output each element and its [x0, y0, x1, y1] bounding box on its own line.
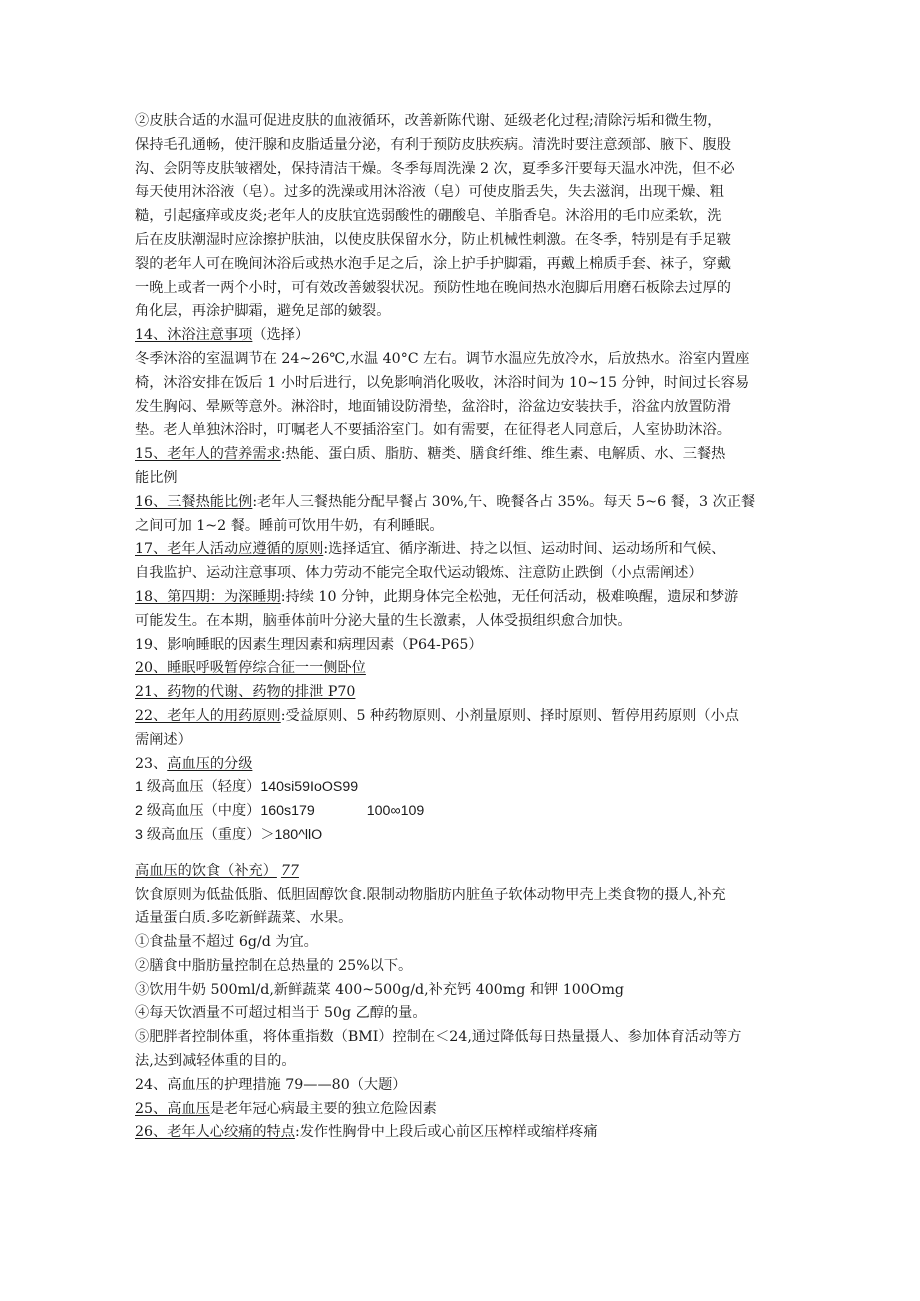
grade-line: 3 级高血压（重度）＞180^llO	[135, 826, 323, 843]
section-title: 高血压的饮食（补充）	[135, 862, 277, 879]
document-body	[135, 110, 787, 1145]
text-line: 冬季沐浴的室温调节在 24~26℃,水温 40°C 左右。调节水温应先放冷水，后放热水。浴室内置座	[135, 350, 750, 367]
text-line: 发生胸闷、晕厥等意外。淋浴时，地面铺设防滑垫，盆浴时，浴盆边安装扶手，浴盆内放置防滑	[135, 398, 731, 415]
item-title: 14、沐浴注意事项	[135, 327, 253, 344]
item-text: :持续 10 分钟，此期身体完全松弛，无任何活动，极难唤醒，遗尿和梦游	[280, 588, 739, 605]
text-line: 需阐述）	[135, 731, 192, 748]
text-line: 法,达到减轻体重的目的。	[135, 1053, 296, 1070]
item-20-sleep-apnea: 20、睡眠呼吸暂停综合征一一侧卧位	[135, 660, 366, 677]
text-line: 适量蛋白质.多吃新鲜蔬菜、水果。	[135, 910, 353, 927]
text-line: ②皮肤合适的水温可促进皮肤的血液循环，改善新陈代谢、延级老化过程;清除污垢和微生物，	[135, 113, 722, 129]
grade-line	[135, 800, 787, 824]
item-title: 25、高血压	[135, 1100, 210, 1117]
text-line: 垫。老人单独沐浴时，叮嘱老人不要插浴室门。如有需要，在征得老人同意后，人室协助沐浴。	[135, 422, 731, 439]
hypertension-diet-section	[135, 860, 787, 1074]
text-line: 可能发生。在本期，脑垂体前叶分泌大量的生长激素，人体受损组织愈合加快。	[135, 612, 632, 629]
text-line: ③饮用牛奶 500ml∕d,新鲜蔬菜 400~500g∕d,补充钙 400mg 和钾 100Omg	[135, 981, 624, 998]
text-line: 沟、会阴等皮肤皱褶处，保持清洁干燥。冬季每周洗澡 2 次，夏季多汗要每天温水冲洗，但不必	[135, 160, 735, 177]
item-15-nutrition-needs	[135, 443, 787, 491]
item-suffix: （选择）	[252, 327, 310, 344]
item-heading	[135, 324, 787, 348]
item-heading	[135, 753, 787, 777]
item-title: 15、老年人的营养需求	[135, 446, 281, 463]
item-23-hypertension-grades	[135, 753, 787, 848]
text-line: 椅，沐浴安排在饭后 1 小时后进行，以免影响消化吸收，沐浴时间为 10~15 分钟，时间过长容易	[135, 374, 750, 391]
item-title: 高血压的分级	[167, 755, 253, 772]
item-14-bathing-notes	[135, 324, 787, 443]
item-title: 17、老年人活动应遵循的原则	[135, 541, 324, 558]
item-title: 18、第四期：为深睡期	[135, 588, 281, 605]
item-22-medication-principles	[135, 705, 787, 753]
item-heading	[135, 705, 787, 729]
text-line: ①食盐量不超过 6g∕d 为宜。	[135, 934, 318, 951]
item-title: 26、老年人心绞痛的特点	[135, 1124, 295, 1141]
item-text: :受益原则、5 种药物原则、小剂量原则、择时原则、暂停用药原则（小点	[280, 707, 739, 724]
item-text: :发作性胸骨中上段后或心前区压榨样或缩样疼痛	[294, 1124, 598, 1141]
item-19-sleep-factors: 19、影响睡眠的因素生理因素和病理因素（P64-P65）	[135, 636, 483, 653]
item-21-drug-metabolism: 21、药物的代谢、药物的排泄 P70	[135, 684, 356, 701]
item-text: :老年人三餐热能分配早餐占 30%,午、晚餐各占 35%。每天 5~6 餐，3 次正餐	[252, 493, 756, 510]
page-reference: 77	[280, 862, 299, 879]
item-26-angina-features	[135, 1121, 787, 1145]
item-title: 22、老年人的用药原则	[135, 707, 281, 724]
text-line: ④每天饮酒量不可超过相当于 50g 乙醇的量。	[135, 1005, 427, 1022]
item-text: :选择适宜、循序渐进、持之以恒、运动时间、运动场所和气候、	[323, 541, 726, 558]
text-line: 能比例	[135, 469, 178, 486]
item-16-meal-energy-ratio	[135, 491, 787, 539]
section-heading	[135, 860, 787, 884]
text-line: 后在皮肤潮湿时应涂擦护肤油，以使皮肤保留水分，防止机械性刺激。在冬季，特别是有手足皲	[135, 231, 731, 248]
text-line: 每天使用沐浴液（皂）。过多的洗澡或用沐浴液（皂）可使皮脂丢失，失去滋润，出现干燥、粗	[135, 184, 724, 201]
item-24-hypertension-nursing: 24、高血压的护理措施 79——80（大题）	[135, 1076, 407, 1093]
text-line: 保持毛孔通畅，使汗腺和皮脂适量分泌，有利于预防皮肤疾病。清洗时要注意颈部、腋下、腹股	[135, 136, 731, 153]
text-line: ②膳食中脂肪量控制在总热量的 25%以下。	[135, 957, 413, 974]
item-25-hypertension-risk	[135, 1098, 787, 1122]
grade-line: 1 级高血压（轻度）140si59IoOS99	[135, 779, 359, 796]
text-line: 之间可加 1~2 餐。睡前可饮用牛奶，有利睡眠。	[135, 517, 444, 534]
item-number: 23、	[135, 755, 168, 772]
item-heading	[135, 443, 787, 467]
item-title: 16、三餐热能比例	[135, 493, 253, 510]
item-heading	[135, 491, 787, 515]
text-line: ⑤肥胖者控制体重，将体重指数（BMI）控制在＜24,通过降低每日热量摄人、参加体育活动等方	[135, 1029, 742, 1046]
text-line: 饮食原则为低盐低脂、低胆固醇饮食.限制动物脂肪内脏鱼子软体动物甲壳上类食物的摄人,补充	[135, 886, 726, 903]
item-17-activity-principles	[135, 538, 787, 586]
text-line: 角化层，再涂护脚霜，避免足部的皴裂。	[135, 303, 391, 320]
text-line: 一晚上或者一两个小时，可有效改善皴裂状况。预防性地在晚间热水泡脚后用磨石板除去过厚的	[135, 279, 731, 296]
item-heading	[135, 586, 787, 610]
item-heading	[135, 538, 787, 562]
text-line: 糙，引起瘙痒或皮炎;老年人的皮肤宜选弱酸性的硼酸皂、羊脂香皂。沐浴用的毛巾应柔软，洗	[135, 208, 722, 225]
item-18-deep-sleep	[135, 586, 787, 634]
text-line: 裂的老年人可在晚间沐浴后或热水泡手足之后，涂上护手护脚霜，再戴上棉质手套、袜子，穿戴	[135, 255, 731, 272]
grade-text: 2 级高血压（中度）160s179	[135, 803, 315, 820]
item-text: :热能、蛋白质、脂肪、糖类、膳食纤维、维生素、电解质、水、三餐热	[280, 446, 726, 463]
item-text: 是老年冠心病最主要的独立危险因素	[209, 1100, 437, 1117]
text-line: 自我监护、运动注意事项、体力劳动不能完全取代运动锻炼、注意防止跌倒（小点需阐述）	[135, 565, 703, 582]
skin-care-paragraph	[135, 110, 787, 324]
grade-diastolic: 100∞109	[366, 803, 425, 820]
section-gap	[135, 848, 787, 860]
